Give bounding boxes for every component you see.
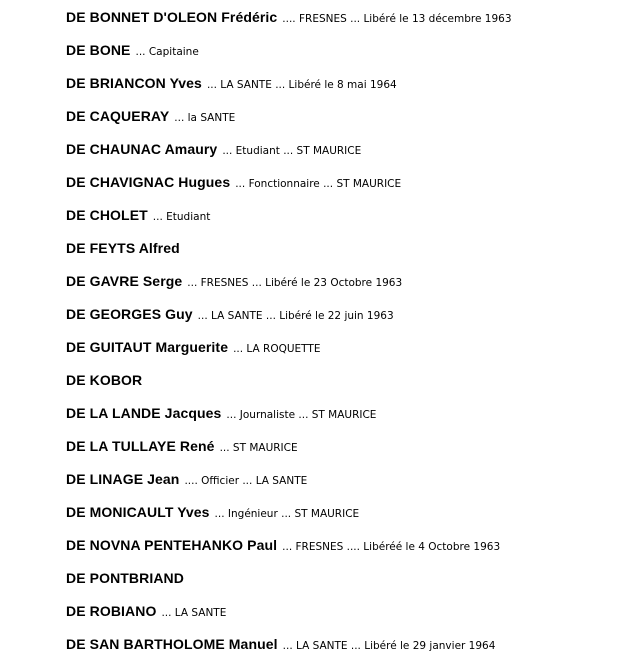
entry-name: DE MONICAULT Yves (66, 504, 210, 520)
entry-name: DE PONTBRIAND (66, 570, 184, 586)
entry-detail: ... LA SANTE (161, 607, 227, 619)
list-item (66, 271, 512, 304)
entry-detail: ... Fonctionnaire ... ST MAURICE (235, 178, 402, 190)
entry-detail: .... Officier ... LA SANTE (184, 475, 308, 487)
list-item (66, 40, 512, 73)
list-item (66, 304, 512, 337)
list-item (66, 403, 512, 436)
list-item (66, 238, 512, 271)
entry-name: DE BRIANCON Yves (66, 75, 202, 91)
list-item (66, 535, 512, 568)
entry-detail: ... la SANTE (174, 112, 236, 124)
list-item (66, 106, 512, 139)
entry-detail: ... Ingénieur ... ST MAURICE (214, 508, 360, 520)
entry-name: DE NOVNA PENTEHANKO Paul (66, 537, 278, 553)
entry-name: DE CHAUNAC Amaury (66, 141, 218, 157)
entry-name: DE KOBOR (66, 372, 143, 388)
list-item (66, 139, 512, 172)
entry-detail: ... LA SANTE ... Libéré le 8 mai 1964 (206, 79, 397, 91)
entry-detail: ... ST MAURICE (219, 442, 298, 454)
entry-detail: ... Etudiant (152, 211, 211, 223)
list-item (66, 601, 512, 634)
entry-name: DE GUITAUT Marguerite (66, 339, 229, 355)
entry-name: DE CHAVIGNAC Hugues (66, 174, 231, 190)
list-item (66, 172, 512, 205)
list-item (66, 436, 512, 469)
entry-detail: ... Journaliste ... ST MAURICE (226, 409, 377, 421)
entry-detail: ... Etudiant ... ST MAURICE (222, 145, 362, 157)
list-item (66, 7, 512, 40)
entry-detail: ... FRESNES ... Libéré le 23 Octobre 1963 (187, 277, 403, 289)
list-item (66, 205, 512, 238)
entry-detail: ... LA SANTE ... Libéré le 29 janvier 1964 (282, 640, 496, 652)
list-item (66, 370, 512, 403)
list-item (66, 469, 512, 502)
entry-name: DE LINAGE Jean (66, 471, 180, 487)
entry-name: DE BONE (66, 42, 131, 58)
entry-detail: ... LA ROQUETTE (233, 343, 321, 355)
entry-name: DE CAQUERAY (66, 108, 170, 124)
entry-detail: ... LA SANTE ... Libéré le 22 juin 1963 (197, 310, 394, 322)
list-item (66, 337, 512, 370)
name-list (66, 7, 512, 667)
entry-name: DE GAVRE Serge (66, 273, 183, 289)
list-item (66, 73, 512, 106)
entry-name: DE FEYTS Alfred (66, 240, 180, 256)
entry-detail: ... Capitaine (135, 46, 199, 58)
list-item (66, 568, 512, 601)
entry-name: DE LA LANDE Jacques (66, 405, 222, 421)
list-item (66, 502, 512, 535)
entry-name: DE ROBIANO (66, 603, 157, 619)
entry-name: DE BONNET D'OLEON Frédéric (66, 9, 278, 25)
list-item (66, 634, 512, 667)
entry-name: DE CHOLET (66, 207, 148, 223)
entry-name: DE GEORGES Guy (66, 306, 193, 322)
entry-detail: ... FRESNES .... Libéréé le 4 Octobre 1963 (282, 541, 501, 553)
entry-name: DE LA TULLAYE René (66, 438, 215, 454)
entry-detail: .... FRESNES ... Libéré le 13 décembre 1963 (282, 13, 512, 25)
entry-name: DE SAN BARTHOLOME Manuel (66, 636, 278, 652)
